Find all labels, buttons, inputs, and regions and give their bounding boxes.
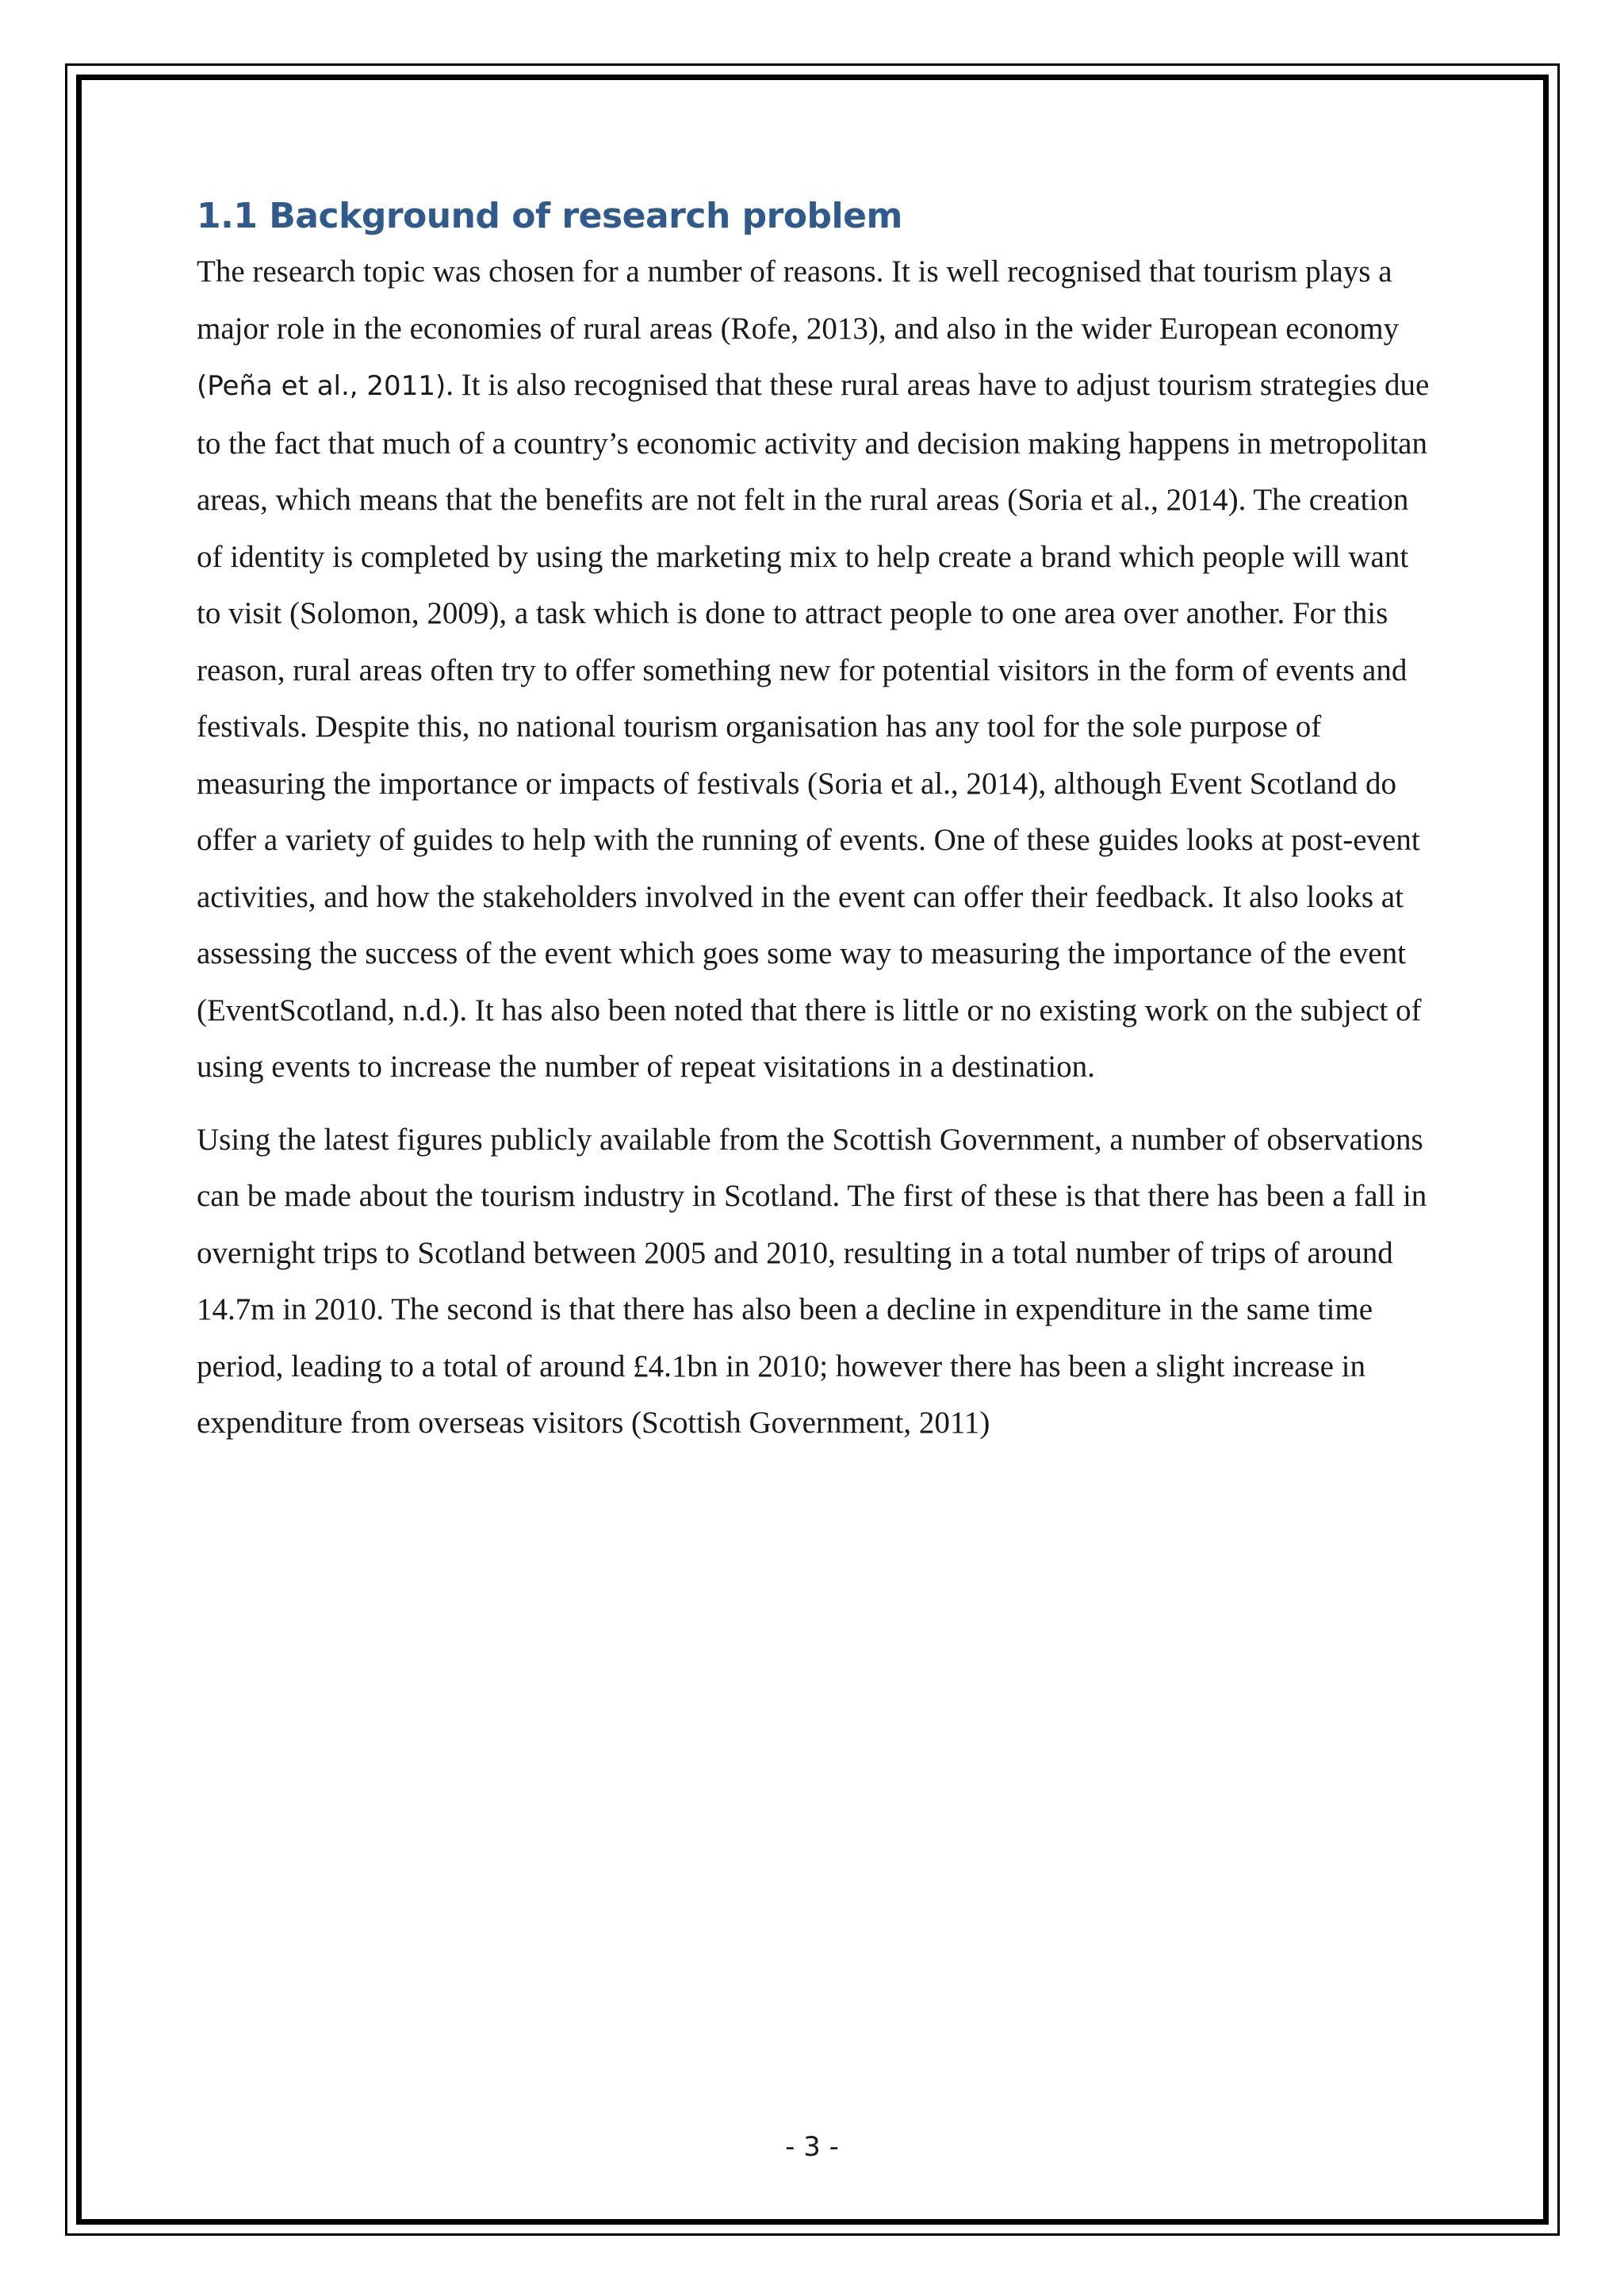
citation-pena: (Peña et al., 2011) [197, 370, 446, 402]
paragraph-2: Using the latest figures publicly available from the Scottish Government, a number of observations can be made about the tourism industry in Scotland. The first of these is that there has been a fall in overnight trips to Scotland between 2005 and 2010, resulting in a total number of trips of around 14.7m in 2010. The second is that there has also been a decline in expenditure in the same time period, leading to a total of around £4.1bn in 2010; however there has been a slight increase in expenditure from overseas visitors (Scottish Government, 2011) [197, 1122, 1427, 1440]
section-heading: 1.1 Background of research problem [197, 196, 902, 236]
paragraph-1-text-a: The research topic was chosen for a number of reasons. It is well recognised that tourism plays a major role in the economies of rural areas (Rofe, 2013), and also in the wider European economy [197, 254, 1400, 346]
document-body [197, 193, 1434, 1452]
paragraph-1 [197, 243, 1434, 1096]
paragraph-1-text-b: . It is also recognised that these rural areas have to adjust tourism strategies due to the fact that much of a country’s economic activity and decision making happens in metropolitan areas, which means that the benefits are not felt in the rural areas (Soria et al., 2014). The creation of identity is completed by using the marketing mix to help create a brand which people will want to visit (Solomon, 2009), a task which is done to attract people to one area over another. For this reason, rural areas often try to offer something new for potential visitors in the form of events and festivals. Despite this, no national tourism organisation has any tool for the sole purpose of measuring the importance or impacts of festivals (Soria et al., 2014), although Event Scotland do offer a variety of guides to help with the running of events. One of these guides looks at post-event activities, and how the stakeholders involved in the event can offer their feedback. It also looks at assessing the success of the event which goes some way to measuring the importance of the event (EventScotland, n.d.). It has also been noted that there is little or no existing work on the subject of using events to increase the number of repeat visitations in a destination. [197, 368, 1430, 1084]
page-number: - 3 - [785, 2131, 839, 2163]
